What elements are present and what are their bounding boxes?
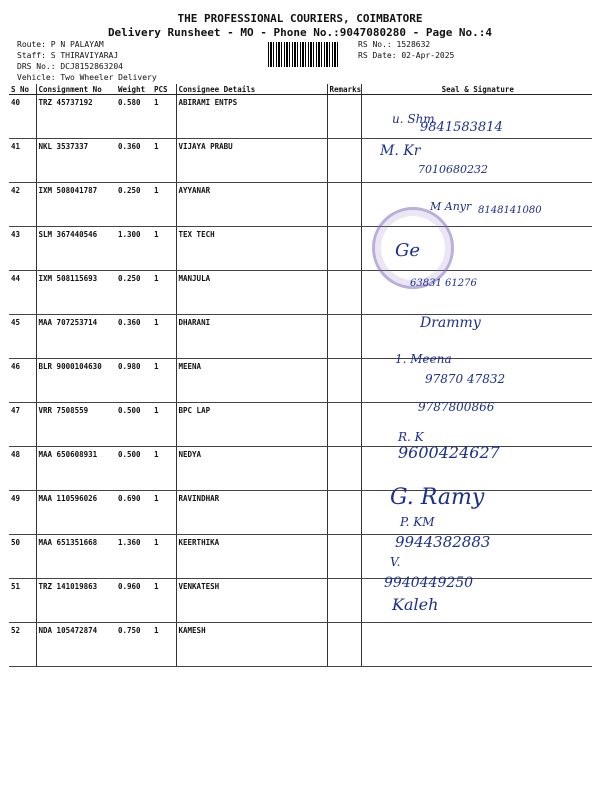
table-row xyxy=(9,95,592,139)
cell-weight: 0.360 xyxy=(116,315,152,359)
signature-phone: 9787800866 xyxy=(418,400,495,414)
signature-name: Ge xyxy=(395,240,421,261)
cell-remarks xyxy=(327,271,361,315)
cell-pcs: 1 xyxy=(152,139,176,183)
cell-sno: 52 xyxy=(9,623,36,667)
cell-weight: 0.500 xyxy=(116,447,152,491)
table-row xyxy=(9,315,592,359)
runsheet-subtitle: Delivery Runsheet - MO - Phone No.:9047080280 - Page No.:4 xyxy=(107,26,493,39)
cell-consignment: NKL 3537337 xyxy=(36,139,116,183)
staff-label: Staff: S THIRAVIYARAJ xyxy=(17,51,119,60)
barcode xyxy=(268,42,340,67)
cell-sno: 42 xyxy=(9,183,36,227)
cell-consignment: IXM 508115693 xyxy=(36,271,116,315)
cell-remarks xyxy=(327,623,361,667)
cell-sno: 40 xyxy=(9,95,36,139)
col-weight: Weight xyxy=(116,84,152,95)
cell-consignee: KAMESH xyxy=(176,623,327,667)
col-signature: Seal & Signature xyxy=(361,84,592,95)
cell-weight: 0.980 xyxy=(116,359,152,403)
cell-consignee: VENKATESH xyxy=(176,579,327,623)
cell-sno: 48 xyxy=(9,447,36,491)
cell-consignment: NDA 105472874 xyxy=(36,623,116,667)
cell-consignee: TEX TECH xyxy=(176,227,327,271)
signature-name: V. xyxy=(390,555,401,569)
company-title: THE PROFESSIONAL COURIERS, COIMBATORE xyxy=(177,12,423,25)
table-row xyxy=(9,227,592,271)
cell-pcs: 1 xyxy=(152,403,176,447)
cell-consignment: TRZ 141019863 xyxy=(36,579,116,623)
cell-weight: 0.690 xyxy=(116,491,152,535)
cell-sno: 46 xyxy=(9,359,36,403)
cell-consignment: MAA 650608931 xyxy=(36,447,116,491)
cell-remarks xyxy=(327,95,361,139)
cell-remarks xyxy=(327,315,361,359)
cell-pcs: 1 xyxy=(152,535,176,579)
table-row xyxy=(9,403,592,447)
cell-sno: 44 xyxy=(9,271,36,315)
col-pcs: PCS xyxy=(152,84,176,95)
cell-sno: 45 xyxy=(9,315,36,359)
cell-consignment: MAA 110596026 xyxy=(36,491,116,535)
signature-phone: 7010680232 xyxy=(418,163,488,176)
col-consignee: Consignee Details xyxy=(176,84,327,95)
cell-weight: 0.250 xyxy=(116,271,152,315)
signature-name: P. KM xyxy=(400,515,435,529)
signature-name: 1. Meena xyxy=(395,352,452,366)
cell-pcs: 1 xyxy=(152,579,176,623)
cell-pcs: 1 xyxy=(152,359,176,403)
cell-weight: 0.750 xyxy=(116,623,152,667)
cell-consignment: SLM 367440546 xyxy=(36,227,116,271)
col-consignment: Consignment No xyxy=(36,84,116,95)
signature-phone: 97870 47832 xyxy=(425,372,506,386)
signature-phone: 8148141080 xyxy=(478,205,542,216)
cell-pcs: 1 xyxy=(152,623,176,667)
cell-weight: 1.360 xyxy=(116,535,152,579)
cell-consignee: VIJAYA PRABU xyxy=(176,139,327,183)
signature-name: u. Shm xyxy=(392,112,435,126)
cell-consignee: AYYANAR xyxy=(176,183,327,227)
vehicle-label: Vehicle: Two Wheeler Delivery xyxy=(17,73,157,82)
cell-sno: 41 xyxy=(9,139,36,183)
cell-remarks xyxy=(327,139,361,183)
cell-consignment: MAA 651351668 xyxy=(36,535,116,579)
cell-weight: 0.500 xyxy=(116,403,152,447)
cell-pcs: 1 xyxy=(152,271,176,315)
cell-consignment: BLR 9000104630 xyxy=(36,359,116,403)
table-row xyxy=(9,271,592,315)
cell-consignment: IXM 508041787 xyxy=(36,183,116,227)
route-label: Route: P N PALAYAM xyxy=(17,40,104,49)
cell-consignee: MANJULA xyxy=(176,271,327,315)
rs-no-label: RS No.: 1528632 xyxy=(358,40,431,49)
col-remarks: Remarks xyxy=(327,84,361,95)
cell-sno: 49 xyxy=(9,491,36,535)
cell-weight: 0.960 xyxy=(116,579,152,623)
cell-consignee: MEENA xyxy=(176,359,327,403)
col-sno: S No xyxy=(9,84,36,95)
cell-remarks xyxy=(327,359,361,403)
cell-sno: 47 xyxy=(9,403,36,447)
table-row xyxy=(9,535,592,579)
signature-phone: 9944382883 xyxy=(395,533,491,551)
cell-consignee: RAVINDHAR xyxy=(176,491,327,535)
signature-phone: 9600424627 xyxy=(398,443,500,462)
cell-remarks xyxy=(327,447,361,491)
cell-remarks xyxy=(327,227,361,271)
cell-sno: 51 xyxy=(9,579,36,623)
table-row xyxy=(9,447,592,491)
cell-sno: 50 xyxy=(9,535,36,579)
cell-remarks xyxy=(327,579,361,623)
cell-pcs: 1 xyxy=(152,227,176,271)
cell-signature xyxy=(361,623,592,667)
table-row xyxy=(9,491,592,535)
cell-remarks xyxy=(327,403,361,447)
signature-phone: 9940449250 xyxy=(384,575,474,591)
cell-sno: 43 xyxy=(9,227,36,271)
rs-date-label: RS Date: 02-Apr-2025 xyxy=(358,51,455,60)
cell-remarks xyxy=(327,183,361,227)
drs-label: DRS No.: DCJ8152863204 xyxy=(17,62,123,71)
signature-phone: 63831 61276 xyxy=(410,278,477,289)
cell-consignee: BPC LAP xyxy=(176,403,327,447)
cell-weight: 0.580 xyxy=(116,95,152,139)
cell-consignee: ABIRAMI ENTPS xyxy=(176,95,327,139)
cell-weight: 0.360 xyxy=(116,139,152,183)
cell-consignment: TRZ 45737192 xyxy=(36,95,116,139)
cell-pcs: 1 xyxy=(152,491,176,535)
signature-phone: 9841583814 xyxy=(420,120,503,135)
cell-remarks xyxy=(327,535,361,579)
signature-name: M Anyr xyxy=(430,200,472,213)
signature-name: M. Kr xyxy=(380,143,421,159)
cell-consignee: KEERTHIKA xyxy=(176,535,327,579)
cell-consignee: NEDYA xyxy=(176,447,327,491)
cell-weight: 0.250 xyxy=(116,183,152,227)
cell-consignment: VRR 7508559 xyxy=(36,403,116,447)
cell-consignment: MAA 707253714 xyxy=(36,315,116,359)
table-header-row xyxy=(9,84,592,95)
table-row xyxy=(9,579,592,623)
cell-pcs: 1 xyxy=(152,183,176,227)
signature-name: Kaleh xyxy=(392,595,439,614)
signature-name: Drammy xyxy=(420,315,481,331)
cell-weight: 1.300 xyxy=(116,227,152,271)
cell-pcs: 1 xyxy=(152,447,176,491)
cell-remarks xyxy=(327,491,361,535)
signature-name: R. K xyxy=(398,430,424,444)
cell-consignee: DHARANI xyxy=(176,315,327,359)
cell-pcs: 1 xyxy=(152,95,176,139)
table-row xyxy=(9,139,592,183)
signature-name: G. Ramy xyxy=(390,485,485,510)
table-row xyxy=(9,623,592,667)
cell-pcs: 1 xyxy=(152,315,176,359)
